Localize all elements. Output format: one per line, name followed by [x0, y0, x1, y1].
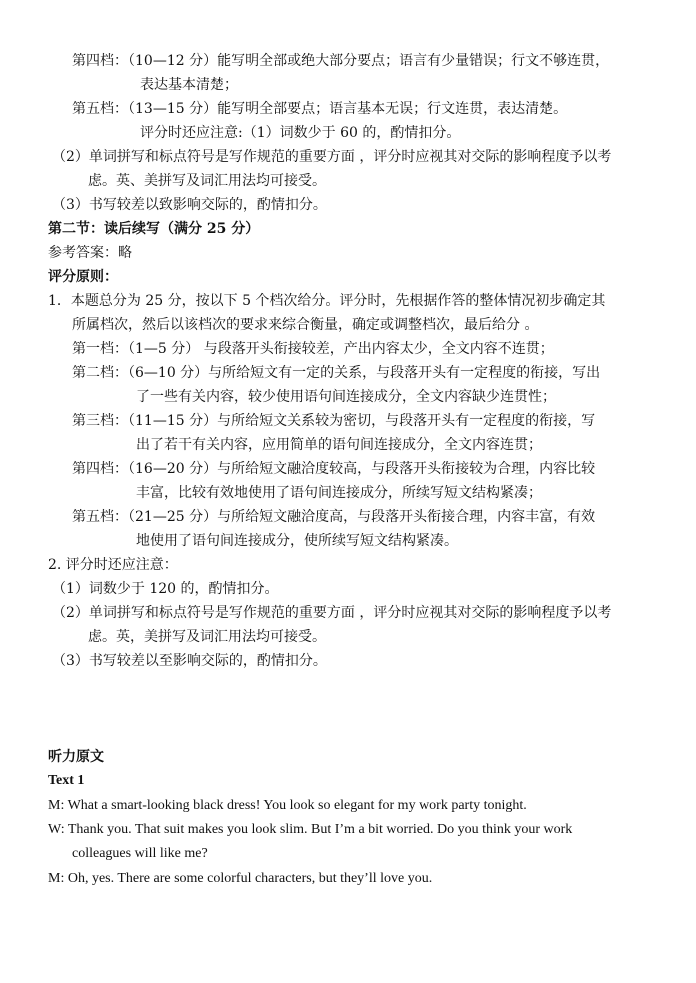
dialogue-m2: M: Oh, yes. There are some colorful characters, but they’ll love you.	[48, 871, 433, 886]
note2-line1: （2）单词拼写和标点符号是写作规范的重要方面 ，评分时应视其对交际的影响程度予以考	[52, 149, 612, 165]
s2-note3: （3）书写较差以至影响交际的，酌情扣分。	[52, 653, 327, 669]
note-heading: 评分时还应注意:（1）词数少于 60 的，酌情扣分。	[140, 125, 461, 141]
tier4-line1: 第四档：（10—12 分）能写明全部或绝大部分要点；语言有少量错误；行文不够连贯，	[72, 53, 610, 69]
tier4b-line1: 第四档：（16—20 分）与所给短文融洽度较高，与段落开头衔接较为合理，内容比较	[72, 461, 596, 477]
tier4-line2: 表达基本清楚；	[140, 77, 238, 93]
tier1-line1: 第一档：（1—5 分） 与段落开头衔接较差，产出内容太少，全文内容不连贯；	[72, 341, 554, 357]
tier5b-line2: 地使用了语句间连接成分，使所续写短文结构紧凑。	[136, 533, 458, 549]
note3-line: （3）书写较差以致影响交际的，酌情扣分。	[52, 197, 327, 213]
tier4b-line2: 丰富，比较有效地使用了语句间连接成分，所续写短文结构紧凑；	[136, 485, 542, 501]
item1-line2: 所属档次，然后以该档次的要求来综合衡量，确定或调整档次，最后给分 。	[72, 317, 539, 333]
tier3-line1: 第三档：（11—15 分）与所给短文关系较为密切，与段落开头有一定程度的衔接，写	[72, 413, 596, 429]
item1-line1: 1．本题总分为 25 分，按以下 5 个档次给分。评分时，先根据作答的整体情况初步确定其	[48, 293, 606, 309]
note2-line2: 虑。英、美拼写及词汇用法均可接受。	[88, 173, 326, 189]
tier2-line1: 第二档：（6—10 分）与所给短文有一定的关系，与段落开头有一定程度的衔接，写出	[72, 365, 601, 381]
section2-title: 第二节：读后续写（满分 25 分）	[48, 221, 260, 237]
dialogue-w1-line2: colleagues will like me?	[72, 846, 208, 861]
item2-heading: 2. 评分时还应注意：	[48, 557, 178, 573]
tier2-line2: 了一些有关内容，较少使用语句间连接成分，全文内容缺少连贯性；	[136, 389, 556, 405]
dialogue-m1: M: What a smart-looking black dress! You look so elegant for my work party tonight.	[48, 798, 527, 813]
dialogue-w1-line1: W: Thank you. That suit makes you look slim. But I’m a bit worried. Do you think your work	[48, 822, 573, 837]
reference-answer: 参考答案：略	[48, 245, 132, 261]
tier3-line2: 出了若干有关内容，应用简单的语句间连接成分，全文内容连贯；	[136, 437, 542, 453]
s2-note1: （1）词数少于 120 的，酌情扣分。	[52, 581, 279, 597]
s2-note2-line1: （2）单词拼写和标点符号是写作规范的重要方面 ，评分时应视其对交际的影响程度予以考	[52, 605, 612, 621]
tier5-line: 第五档：（13—15 分）能写明全部要点；语言基本无误；行文连贯，表达清楚。	[72, 101, 568, 117]
listening-heading: 听力原文	[48, 749, 104, 765]
text-title: Text 1	[48, 773, 85, 788]
principles-heading: 评分原则：	[48, 269, 118, 285]
tier5b-line1: 第五档：（21—25 分）与所给短文融洽度高，与段落开头衔接合理，内容丰富，有效	[72, 509, 596, 525]
s2-note2-line2: 虑。英，美拼写及词汇用法均可接受。	[88, 629, 326, 645]
